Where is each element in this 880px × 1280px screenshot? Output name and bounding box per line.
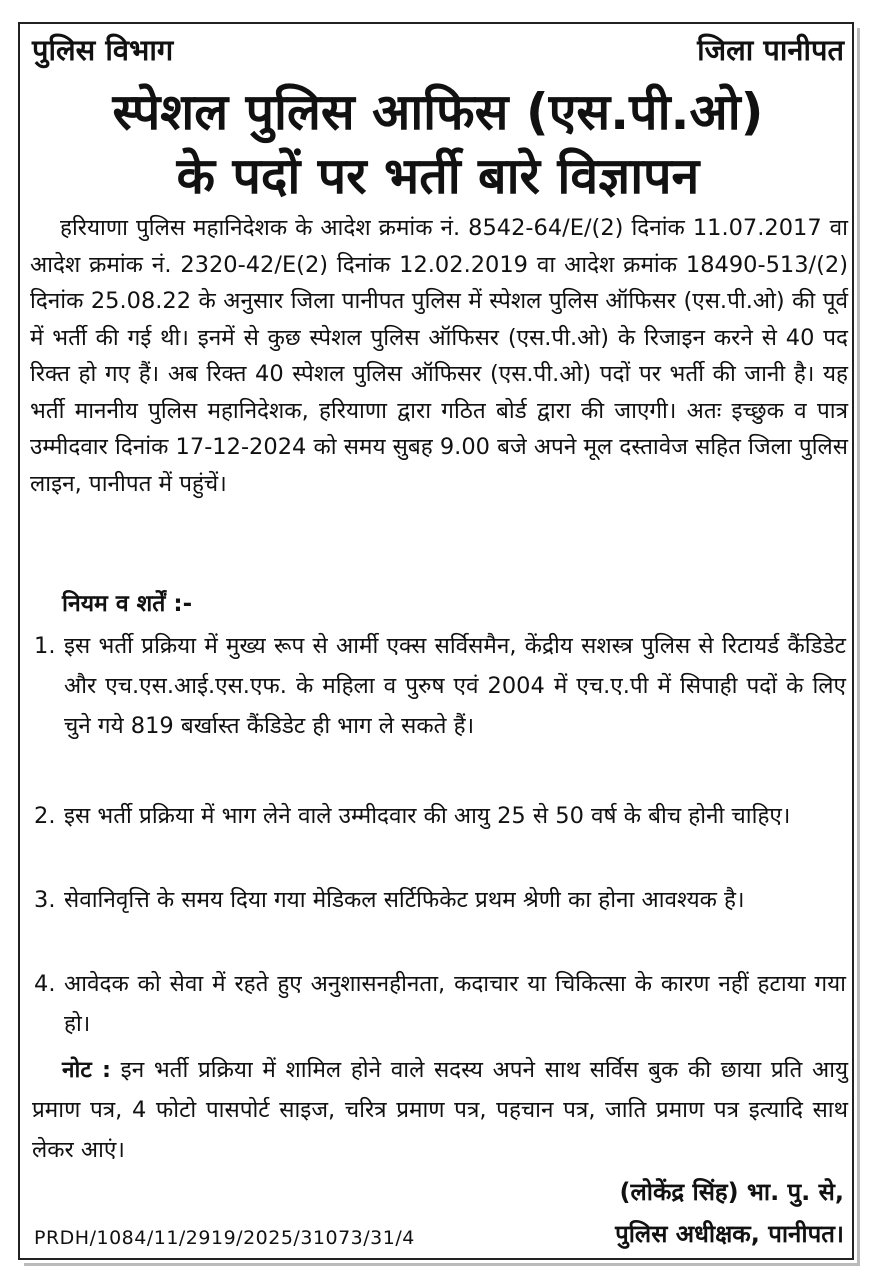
- rule-number: 3.: [34, 887, 56, 913]
- body-paragraph: हरियाणा पुलिस महानिदेशक के आदेश क्रमांक नं. 8542-64/E/(2) दिनांक 11.07.2017 वा आदेश क्रमांक नं. 2320-42/E(2) दिनांक 12.02.2019 वा आदेश क्रमांक 18490-513/(2) दिनांक 25.08.22 के अनुसार जिला पानीपत पुलिस में स्पेशल पुलिस ऑफिसर (एस.पी.ओ) की पूर्व में भर्ती की गई थी। इनमें से कुछ स्पेशल पुलिस ऑफिसर (एस.पी.ओ) के रिजाइन करने से 40 पद रिक्त हो गए हैं। अब रिक्त 40 स्पेशल पुलिस ऑफिसर (एस.पी.ओ) पदों पर भर्ती की जानी है। यह भर्ती माननीय पुलिस महानिदेशक, हरियाणा द्वारा गठित बोर्ड द्वारा की जाएगी। अतः इच्छुक व पात्र उम्मीदवार दिनांक 17-12-2024 को समय सुबह 9.00 बजे अपने मूल दस्तावेज सहित जिला पुलिस लाइन, पानीपत में पहुंचें।: [30, 215, 848, 497]
- rule-text: आवेदक को सेवा में रहते हुए अनुशासनहीनता, कदाचार या चिकित्सा के कारण नहीं हटाया गया हो।: [64, 971, 846, 1037]
- rule-item: [34, 880, 846, 920]
- note-text: इन भर्ती प्रक्रिया में शामिल होने वाले सदस्य अपने साथ सर्विस बुक की छाया प्रति आयु प्रमाण पत्र, 4 फोटो पासपोर्ट साइज, चरित्र प्रमाण पत्र, पहचान पत्र, जाति प्रमाण पत्र इत्यादि साथ लेकर आएं।: [32, 1057, 848, 1163]
- note-label: नोट :: [62, 1057, 111, 1083]
- rule-text: इस भर्ती प्रक्रिया में मुख्य रूप से आर्मी एक्स सर्विसमैन, केंद्रीय सशस्त्र पुलिस से रिटायर्ड कैंडिडेट और एच.एस.आई.एस.एफ. के महिला व पुरुष एवं 2004 में एच.ए.पी में सिपाही पदों के लिए चुने गये 819 बर्खास्त कैंडिडेट ही भाग ले सकते हैं।: [64, 633, 846, 739]
- note-paragraph: [32, 1050, 848, 1170]
- signatory-designation: पुलिस अधीक्षक, पानीपत।: [615, 1220, 844, 1248]
- rule-text: सेवानिवृत्ति के समय दिया गया मेडिकल सर्टिफिकेट प्रथम श्रेणी का होना आवश्यक है।: [64, 887, 745, 913]
- rule-number: 2.: [34, 803, 56, 829]
- rule-number: 4.: [34, 971, 56, 997]
- header-row: [32, 30, 844, 70]
- district-label: जिला पानीपत: [697, 33, 844, 67]
- rules-heading: नियम व शर्तें :-: [62, 591, 193, 617]
- signatory-name: (लोकेंद्र सिंह) भा. पु. से,: [619, 1178, 844, 1206]
- release-code: PRDH/1084/11/2919/2025/31073/31/4: [34, 1227, 415, 1249]
- title-line-2: के पदों पर भर्ती बारे विज्ञापन: [176, 147, 700, 205]
- title-line-1: स्पेशल पुलिस आफिस (एस.पी.ओ): [112, 83, 764, 141]
- rule-number: 1.: [34, 633, 56, 659]
- rule-item: [34, 796, 846, 836]
- department-label: पुलिस विभाग: [32, 33, 174, 67]
- rule-text: इस भर्ती प्रक्रिया में भाग लेने वाले उम्मीदवार की आयु 25 से 50 वर्ष के बीच होनी चाहिए।: [64, 803, 791, 829]
- rule-item: [34, 626, 846, 746]
- rule-item: [34, 964, 846, 1044]
